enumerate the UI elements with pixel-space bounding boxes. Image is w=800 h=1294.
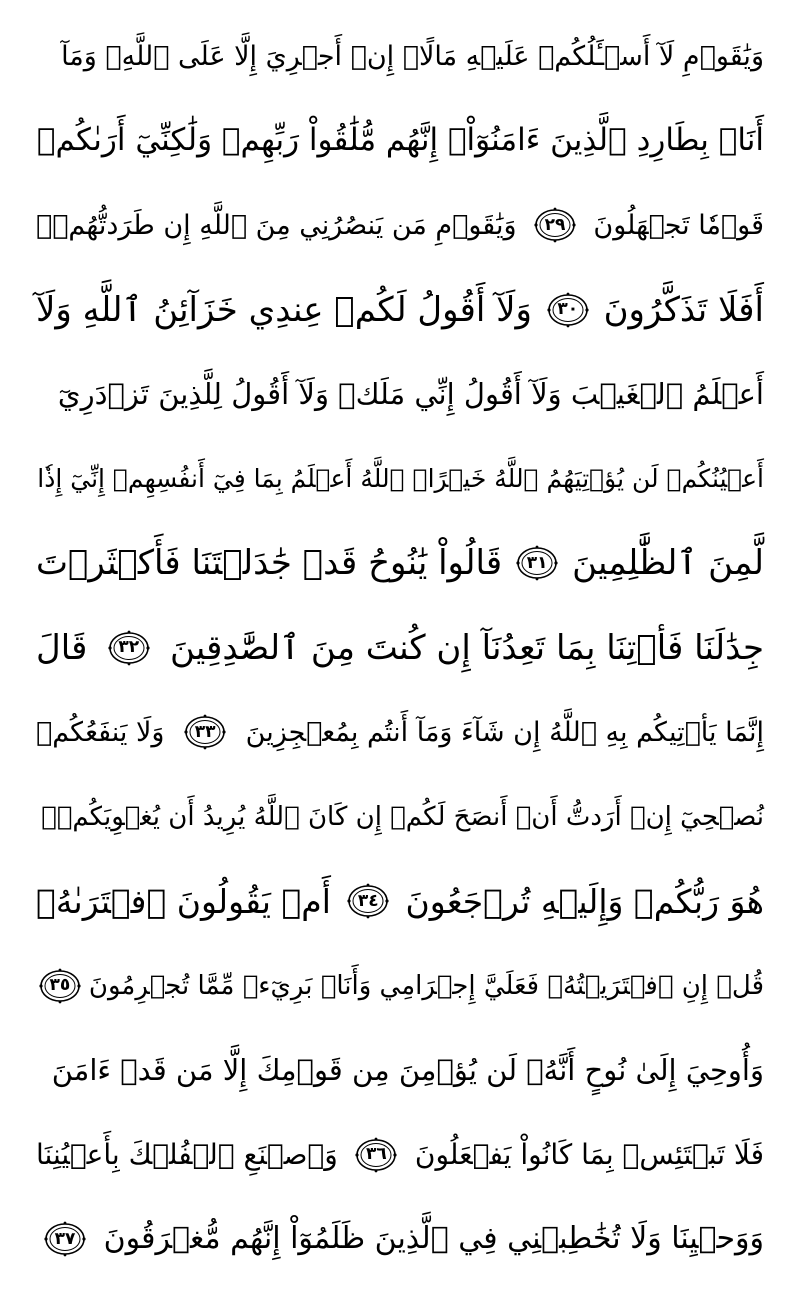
ayah-number: ٣٣	[194, 721, 216, 742]
ayah-number-marker	[514, 543, 560, 583]
verse-line	[36, 99, 764, 184]
verse-text: قَوۡمٗا تَجۡهَلُونَ	[593, 209, 764, 241]
verse-line	[36, 183, 764, 268]
verse-line	[36, 606, 764, 691]
verse-line	[36, 268, 764, 353]
ayah-number: ٣٦	[365, 1144, 387, 1165]
verse-text: قَالَ	[36, 627, 88, 668]
verse-text: وَأُوحِيَ إِلَىٰ نُوحٍ أَنَّهُۥ لَن يُؤۡمِنَ مِن قَوۡمِكَ إِلَّا مَن قَدۡ ءَامَنَ	[51, 1052, 764, 1087]
ayah-number-marker	[345, 881, 391, 921]
ayah-number-marker	[106, 628, 152, 668]
verse-text: فَلَا تَبۡتَئِسۡ بِمَا كَانُواْ يَفۡعَلُونَ	[414, 1137, 764, 1171]
ayah-number: ٢٩	[544, 214, 566, 235]
verse-text: وَٱصۡنَعِ ٱلۡفُلۡكَ بِأَعۡيُنِنَا	[36, 1137, 338, 1171]
ayah-number-marker	[545, 290, 591, 330]
verse-text: وَلَا يَنفَعُكُمۡ	[36, 716, 165, 748]
verse-text: قَالُواْ يَٰنُوحُ قَدۡ جَٰدَلۡتَنَا فَأَكۡثَرۡتَ	[36, 543, 503, 584]
verse-line	[36, 352, 764, 437]
verse-line	[36, 775, 764, 860]
verse-text: أَفَلَا تَذَكَّرُونَ	[603, 289, 764, 330]
ayah-number-marker	[532, 205, 578, 245]
verse-text: جِدَٰلَنَا فَأۡتِنَا بِمَا تَعِدُنَآ إِن كُنتَ مِنَ ٱلصَّٰدِقِينَ	[170, 627, 764, 668]
verse-text: وَلَآ أَقُولُ لَكُمۡ عِندِي خَزَآئِنُ ٱللَّهِ وَلَآ	[36, 289, 532, 330]
verse-text: أَنَا۠ بِطَارِدِ ٱلَّذِينَ ءَامَنُوٓاْۚ إِنَّهُم مُّلَٰقُواْ رَبِّهِمۡ وَلَٰكِنِّيٓ أَرَىٰكُمۡ	[36, 122, 764, 159]
verse-text: وَوَحۡيِنَا وَلَا تُخَٰطِبۡنِي فِي ٱلَّذِينَ ظَلَمُوٓاْ إِنَّهُم مُّغۡرَقُونَ	[103, 1221, 764, 1257]
verse-line	[36, 14, 764, 99]
ayah-number-marker	[182, 712, 228, 752]
ayah-number-marker	[42, 1219, 88, 1259]
verse-text: إِنَّمَا يَأۡتِيكُم بِهِ ٱللَّهُ إِن شَآءَ وَمَآ أَنتُم بِمُعۡجِزِينَ	[245, 716, 764, 748]
verse-text: نُصۡحِيٓ إِنۡ أَرَدتُّ أَنۡ أَنصَحَ لَكُمۡ إِن كَانَ ٱللَّهُ يُرِيدُ أَن يُغۡوِيَكُمۡۚ	[41, 801, 764, 832]
verse-line	[36, 437, 764, 522]
verse-line	[36, 690, 764, 775]
verse-text: لَّمِنَ ٱلظَّٰلِمِينَ	[572, 543, 764, 584]
verse-line	[36, 1028, 764, 1113]
ayah-number: ٣٠	[557, 299, 579, 320]
verse-line	[36, 521, 764, 606]
verse-line	[36, 859, 764, 944]
verse-text: وَيَٰقَوۡمِ مَن يَنصُرُنِي مِنَ ٱللَّهِ إِن طَرَدتُّهُمۡۚ	[36, 209, 517, 241]
verse-text: قُلۡ إِنِ ٱفۡتَرَيۡتُهُۥ فَعَلَيَّ إِجۡرَامِي وَأَنَا۠ بَرِيٓءٞ مِّمَّا تُجۡرِمُونَ	[88, 970, 764, 1001]
verse-line	[36, 1113, 764, 1198]
verse-text: وَيَٰقَوۡمِ لَآ أَسۡـَٔلُكُمۡ عَلَيۡهِ مَالًاۖ إِنۡ أَجۡرِيَ إِلَّا عَلَى ٱللَّهِۚ وَمَآ	[61, 40, 764, 72]
ayah-number: ٣٧	[54, 1228, 76, 1249]
verse-line	[36, 944, 764, 1029]
ayah-number-marker	[37, 966, 83, 1006]
verse-line	[36, 1197, 764, 1282]
verse-text: أَعۡلَمُ ٱلۡغَيۡبَ وَلَآ أَقُولُ إِنِّي مَلَكٞ وَلَآ أَقُولُ لِلَّذِينَ تَزۡدَرِيٓ	[57, 376, 764, 411]
ayah-number: ٣١	[526, 552, 548, 573]
verse-text: أَعۡيُنُكُمۡ لَن يُؤۡتِيَهُمُ ٱللَّهُ خَيۡرًاۖ ٱللَّهُ أَعۡلَمُ بِمَا فِيٓ أَنفُسِهِمۡ إِنِّيٓ إِذٗا	[37, 464, 764, 494]
ayah-number: ٣٤	[357, 890, 379, 911]
ayah-number-marker	[353, 1135, 399, 1175]
verse-text: هُوَ رَبُّكُمۡ وَإِلَيۡهِ تُرۡجَعُونَ	[405, 881, 764, 921]
ayah-number: ٣٥	[49, 975, 71, 996]
verse-text: أَمۡ يَقُولُونَ ٱفۡتَرَىٰهُۖ	[36, 881, 331, 921]
ayah-number: ٣٢	[118, 637, 140, 658]
